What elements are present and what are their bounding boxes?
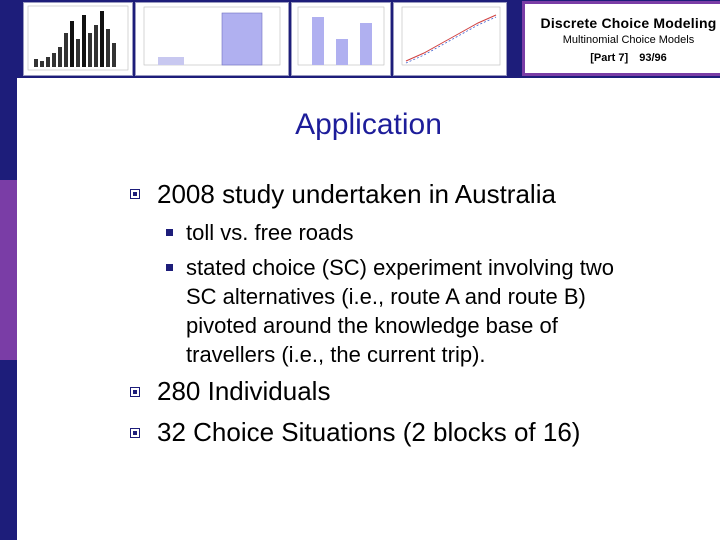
header-thumbnail-line-plot [393, 2, 507, 76]
sub-bullet-1-text: toll vs. free roads [186, 220, 354, 245]
bullet-square-icon [130, 189, 140, 199]
sub-bullet-square-icon [166, 264, 173, 271]
bullet-1-text: 2008 study undertaken in Australia [157, 179, 556, 209]
sub-bullet-2-line-1: stated choice (SC) experiment involving two [186, 255, 614, 280]
header-strip [17, 0, 720, 78]
left-bar-segment-middle [0, 180, 17, 360]
part-number: [Part 7] [590, 52, 629, 64]
course-title: Discrete Choice Modeling [540, 15, 717, 31]
sub-bullet-2-line-3: pivoted around the knowledge base of [186, 313, 558, 338]
left-bar-segment-bottom [0, 360, 17, 540]
header-thumbnail-column-chart [135, 2, 289, 76]
left-decorative-bar [0, 0, 17, 540]
part-page-label [525, 52, 720, 64]
bullet-2-text: 280 Individuals [157, 376, 331, 406]
bullet-3-text: 32 Choice Situations (2 blocks of 16) [157, 417, 581, 447]
sub-bullet-square-icon [166, 229, 173, 236]
page-number: 93/96 [639, 52, 667, 64]
header-thumbnail-small-bars [291, 2, 391, 76]
header-thumbnail-bar-chart [23, 2, 133, 76]
bullet-square-icon [130, 428, 140, 438]
bullet-square-icon [130, 387, 140, 397]
sub-bullet-2-line-2: SC alternatives (i.e., route A and route B) [186, 284, 586, 309]
left-bar-segment-top [0, 0, 17, 180]
course-subtitle: Multinomial Choice Models [562, 34, 695, 46]
header-title-box [522, 1, 720, 76]
sub-bullet-2-line-4: travellers (i.e., the current trip). [186, 342, 486, 367]
slide-title: Application [295, 108, 442, 141]
